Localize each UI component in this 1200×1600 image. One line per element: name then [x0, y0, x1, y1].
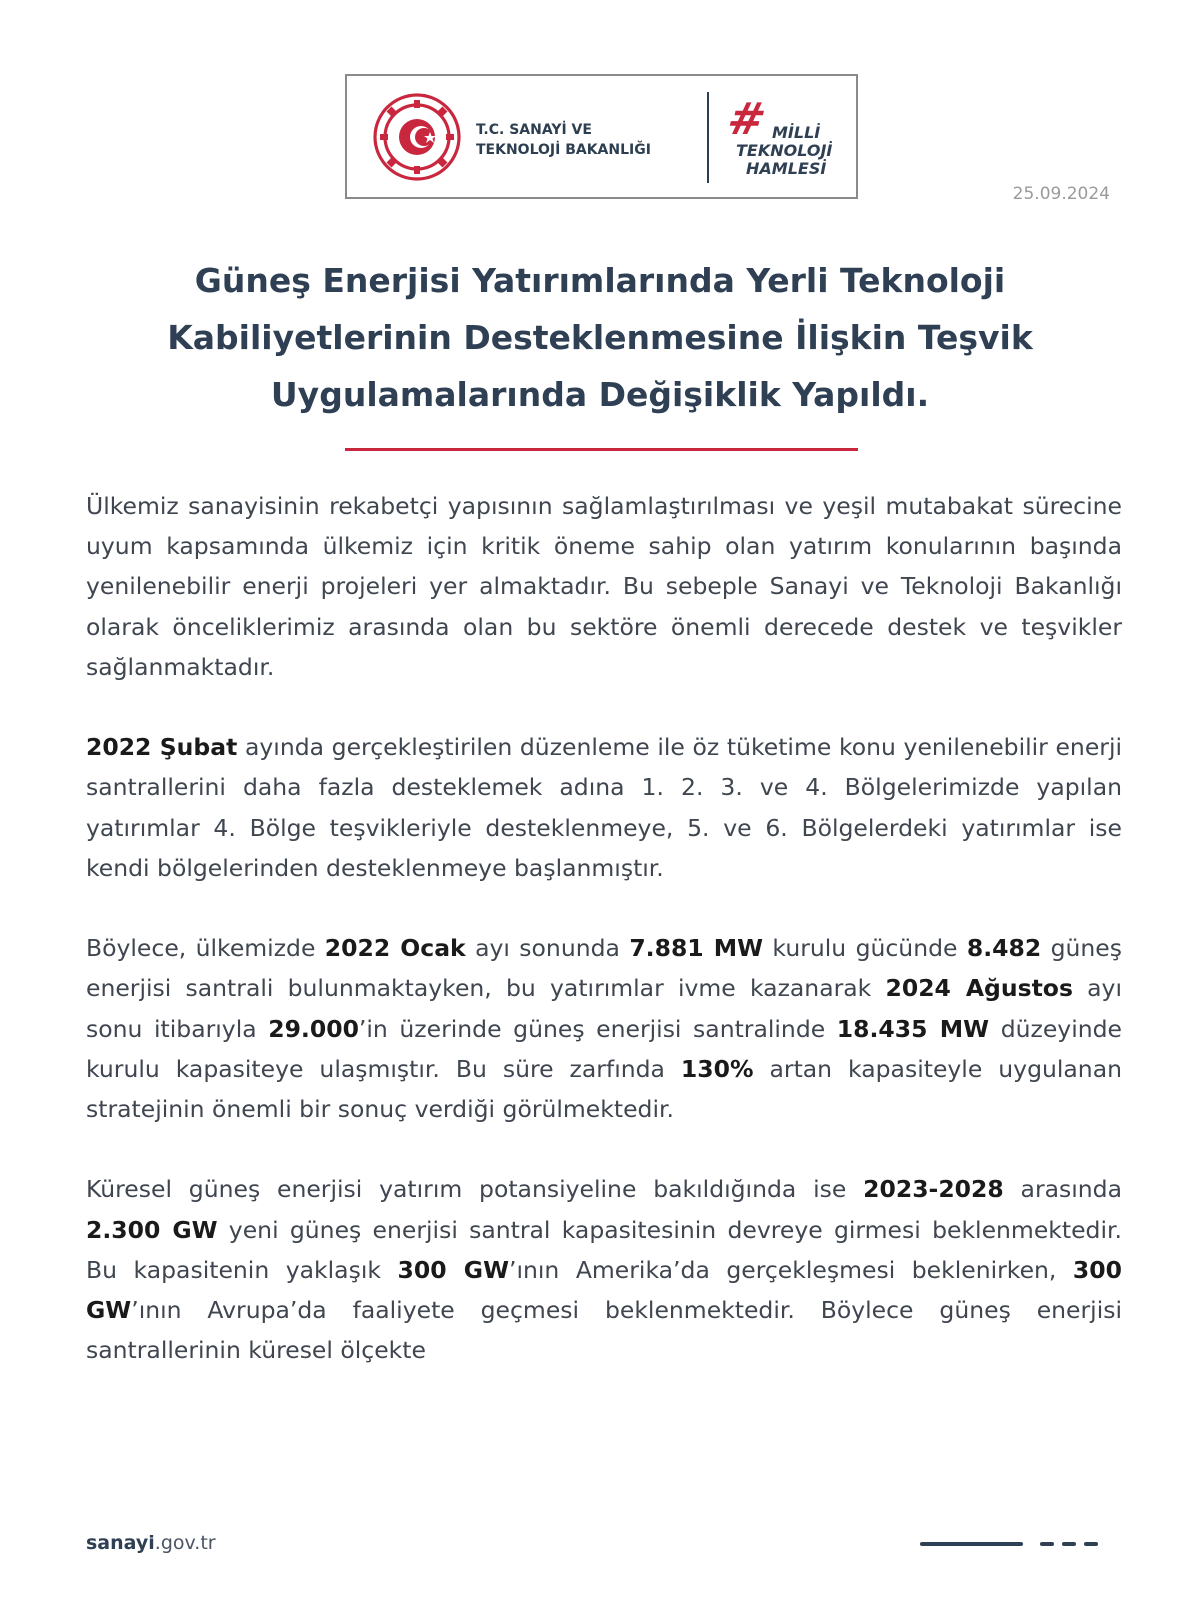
title-line-3: Uygulamalarında Değişiklik Yapıldı.: [270, 375, 930, 414]
body-text-run: Böylece, ülkemizde: [86, 934, 325, 963]
paragraph-2: [86, 727, 1122, 888]
footer-decor-dash-2: [1062, 1542, 1076, 1546]
body-text-run: ayında gerçekleştirilen düzenleme ile öz tüketime konu yenilenebilir enerji santrallerini daha fazla desteklemek adına 1. 2. 3. ve 4. Bölgelerimizde yapılan yatırımlar 4. Bölge teşvikleriyle desteklenmeye, 5. ve 6. Bölgelerdeki yatırımlar ise kendi bölgelerinden desteklenmeye başlanmıştır.: [86, 733, 1123, 882]
footer-url-rest: .gov.tr: [154, 1532, 216, 1554]
body-text-run: ’ının Avrupa’da faaliyete geçmesi beklenmektedir. Böylece güneş enerjisi santrallerinin küresel ölçekte: [86, 1296, 1122, 1365]
body-text-run: arasında: [1003, 1175, 1122, 1204]
paragraph-1: Ülkemiz sanayisinin rekabetçi yapısının sağlamlaştırılması ve yeşil mutabakat sürecine uyum kapsamında ülkemiz için kritik öneme sahip olan yatırım konularının başında yenilenebilir enerji projeleri yer almaktadır. Bu sebeple Sanayi ve Teknoloji Bakanlığı olarak önceliklerimiz arasında olan bu sektöre önemli derecede destek ve teşvikler sağlanmaktadır.: [86, 492, 1122, 681]
campaign-word-1: MİLLİ: [772, 123, 821, 142]
body-text-run: ayı sonu itibarıyla: [86, 974, 1122, 1043]
logo-divider: [707, 92, 709, 183]
page-title: [90, 252, 1110, 423]
body-text-run: ’ının Amerika’da gerçekleşmesi beklenirken,: [509, 1255, 1073, 1284]
ministry-name-line1: T.C. SANAYİ VE: [476, 122, 592, 138]
emphasis-text: 2022 Ocak: [324, 934, 466, 963]
title-line-1: Güneş Enerjisi Yatırımlarında Yerli Teknoloji: [194, 261, 1006, 300]
body-text-run: ayı sonunda: [465, 934, 630, 963]
body-text-run: güneş enerjisi santrali bulunmaktayken, bu yatırımlar ivme kazanarak: [86, 934, 1122, 1003]
emphasis-text: 2023-2028: [863, 1175, 1004, 1204]
title-underline: [345, 448, 858, 451]
campaign-word-2: TEKNOLOJİ: [736, 141, 833, 160]
emphasis-text: 300 GW: [397, 1255, 509, 1284]
paragraph-3: [86, 928, 1122, 1129]
footer-decor-dash-3: [1084, 1542, 1098, 1546]
milli-teknoloji-hamlesi-logo: [722, 92, 848, 184]
emphasis-text: 7.881 MW: [629, 934, 764, 963]
emphasis-text: 300 GW: [86, 1255, 1122, 1325]
ministry-emblem-icon: [372, 92, 462, 182]
footer-website-link[interactable]: [86, 1532, 216, 1554]
body-text-run: Küresel güneş enerjisi yatırım potansiyeline bakıldığında ise: [86, 1175, 864, 1204]
emphasis-text: 18.435 MW: [836, 1014, 990, 1043]
title-line-2: Kabiliyetlerinin Desteklenmesine İlişkin Teşvik: [167, 318, 1033, 357]
ministry-name-line2: TEKNOLOJİ BAKANLIĞI: [476, 142, 651, 158]
campaign-word-3: HAMLESİ: [746, 159, 827, 178]
emphasis-text: 29.000: [268, 1014, 359, 1043]
body-text-run: yeni güneş enerjisi santral kapasitesinin devreye girmesi beklenmektedir. Bu kapasitenin yaklaşık: [86, 1215, 1122, 1284]
paragraph-4: [86, 1169, 1122, 1370]
body-text-run: ’in üzerinde güneş enerjisi santralinde: [358, 1014, 837, 1043]
emphasis-text: 2024 Ağustos: [885, 974, 1073, 1003]
emphasis-text: 2.300 GW: [86, 1215, 218, 1244]
emphasis-text: 130%: [680, 1054, 754, 1083]
footer-decor-dash-1: [1040, 1542, 1054, 1546]
campaign-hash: #: [722, 94, 771, 145]
footer-decor-bar: [920, 1542, 1023, 1546]
ministry-name: [476, 120, 691, 160]
body-text-run: düzeyinde kurulu kapasiteye ulaşmıştır. Bu süre zarfında: [86, 1014, 1123, 1083]
publish-date: 25.09.2024: [1012, 184, 1110, 204]
article-body: [86, 486, 1122, 1411]
body-text-run: artan kapasiteyle uygulanan stratejinin önemli bir sonuç verdiği görülmektedir.: [86, 1054, 1122, 1124]
emphasis-text: 2022 Şubat: [86, 733, 238, 762]
footer-url-bold: sanayi: [86, 1532, 155, 1554]
body-text-run: kurulu gücünde: [763, 934, 967, 963]
emphasis-text: 8.482: [966, 934, 1042, 963]
